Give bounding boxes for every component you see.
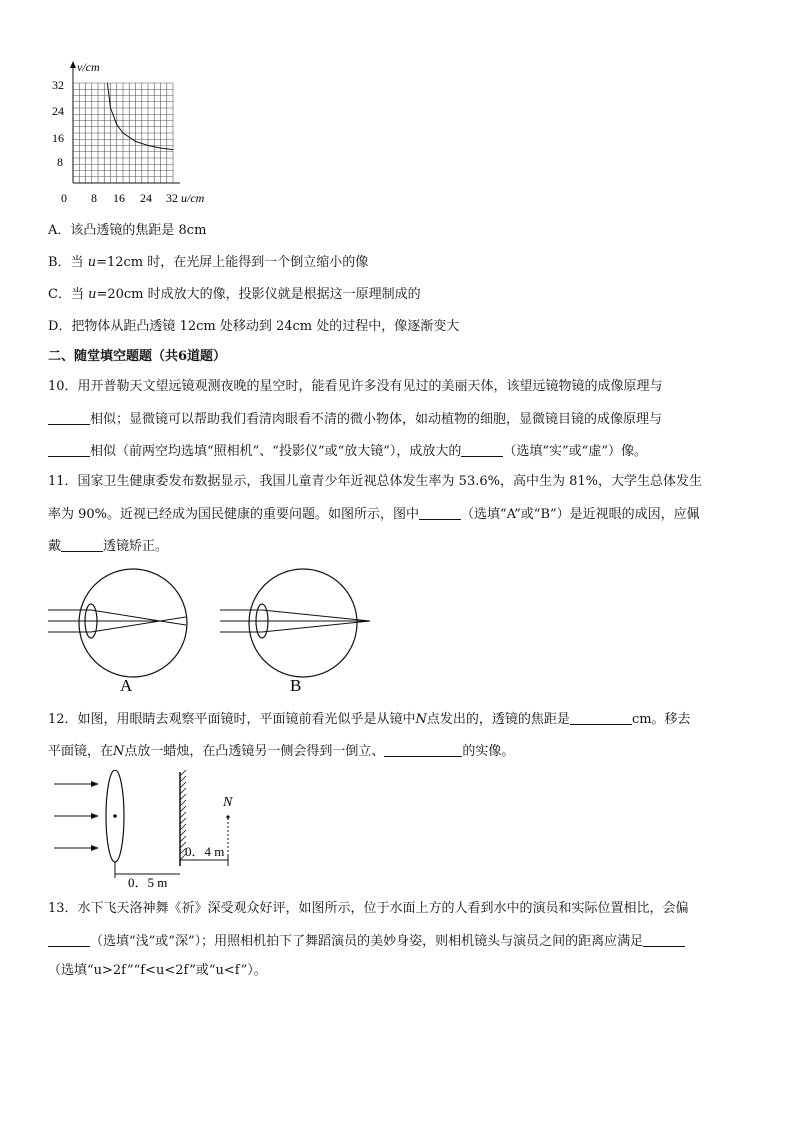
- q12-line1-text-a: 12．如图，用眼睛去观察平面镜时，平面镜前看光似乎是从镜中: [48, 712, 416, 727]
- q12-var-n-2: N: [113, 744, 125, 759]
- q12-line2-text-b: 点放一蜡烛，在凸透镜另一侧会得到一倒立、: [124, 744, 385, 759]
- q10-line1: 10．用开普勒天文望远镜观测夜晚的星空时，能看见许多没有见过的美丽天体，该望远镜物镜的成像原理与: [48, 379, 663, 394]
- mirror-hatch-mark: [180, 788, 186, 794]
- x-axis-label: u/cm: [181, 191, 205, 205]
- x-tick-0: 0: [61, 191, 67, 205]
- option-c-text: C．当: [48, 287, 89, 302]
- q11-line3: [48, 537, 168, 556]
- q11-line2-text-a: 率为 90%。近视已经成为国民健康的重要问题。如图所示，图中: [48, 507, 420, 522]
- q12-line1-text-b: 点发出的，透镜的焦距是: [426, 712, 570, 727]
- option-b-var: u: [87, 255, 97, 270]
- q11-line3-text-a: 戴: [48, 539, 62, 554]
- q13-blank-1[interactable]: [48, 932, 90, 947]
- y-tick-24: 24: [52, 104, 64, 118]
- q12-var-n: N: [415, 712, 427, 727]
- eye-a: [48, 569, 187, 695]
- q10-blank-1[interactable]: [48, 410, 90, 425]
- eye-b-eyeball: [249, 569, 357, 677]
- q13-line2: [48, 932, 685, 951]
- eye-a-converge-bot: [91, 621, 160, 632]
- q12-blank-1[interactable]: [570, 710, 632, 725]
- dimension-label-1: 0．5 m: [128, 875, 168, 890]
- eye-b: [220, 569, 370, 695]
- y-tick-8: 8: [57, 155, 63, 169]
- option-d-value: 12cm 处移动到 24cm 处的过程中，像逐渐变大: [179, 319, 460, 334]
- q12-line1-text-c: cm。移去: [631, 712, 691, 727]
- q10-blank-3[interactable]: [461, 442, 503, 457]
- option-c: [48, 286, 421, 304]
- q10-line2: [48, 410, 662, 429]
- mirror-hatch-mark: [180, 806, 186, 812]
- option-a: [48, 222, 206, 240]
- option-c-value: =20cm 时成放大的像，投影仪就是根据这一原理制成的: [96, 287, 421, 302]
- mirror-hatch-mark: [180, 794, 186, 800]
- option-b-text: B．当: [48, 255, 88, 270]
- eye-a-diverge-bot: [160, 617, 186, 621]
- mirror-hatch-mark: [180, 800, 186, 806]
- mirror-hatch-mark: [180, 770, 186, 776]
- q11-line3-text-b: 透镜矫正。: [103, 539, 169, 554]
- mirror-hatch-mark: [180, 830, 186, 836]
- section-title: 二、随堂填空题题（共6道题）: [48, 349, 227, 364]
- q11-line1: 11．国家卫生健康委发布数据显示，我国儿童青少年近视总体发生率为 53.6%，高中生为 81%，大学生总体发生: [48, 474, 702, 489]
- q10-line3-text-b: （选填“实”或“虚”）像。: [503, 444, 647, 459]
- eye-a-converge-top: [91, 610, 160, 621]
- eye-b-converge-bot: [262, 621, 370, 632]
- mirror-hatch-mark: [180, 818, 186, 824]
- mirror-hatch-mark: [180, 824, 186, 830]
- q12-line1: [48, 710, 691, 729]
- q12-line2-text-a: 平面镜，在: [48, 744, 114, 759]
- eye-a-label: A: [120, 676, 133, 695]
- q12-blank-2[interactable]: [384, 742, 462, 757]
- q13-line3: （选填“u>2f”“f<u<2f”或“u<f”）。: [48, 963, 267, 978]
- eye-b-converge-top: [262, 610, 370, 621]
- q13-line1: 13．水下飞天洛神舞《祈》深受观众好评，如图所示，位于水面上方的人看到水中的演员和实际位置相比，会偏: [48, 901, 689, 916]
- option-b-value: =12cm 时，在光屏上能得到一个倒立缩小的像: [96, 255, 369, 270]
- q11-line2: [48, 505, 700, 524]
- q13-line2-text: （选填“浅”或“深”）；用照相机拍下了舞蹈演员的美妙身姿，则相机镜头与演员之间的距离应满足: [90, 934, 644, 949]
- q11-blank-2[interactable]: [61, 537, 103, 552]
- point-n-label: N: [223, 795, 233, 810]
- q11-blank-1[interactable]: [419, 505, 461, 520]
- option-a-value: 8cm: [178, 223, 207, 238]
- dimension-label-2: 0．4 m: [185, 844, 225, 859]
- q11-line2-text-b: （选填“A”或“B”）是近视眼的成因，应佩: [461, 507, 700, 522]
- point-n: [226, 815, 229, 818]
- y-axis-label: v/cm: [77, 60, 100, 74]
- q12-line2-text-c: 的实像。: [462, 744, 515, 759]
- q10-blank-2[interactable]: [48, 442, 90, 457]
- mirror-hatch-mark: [180, 782, 186, 788]
- y-tick-32: 32: [52, 78, 64, 92]
- mirror-hatch-mark: [180, 776, 186, 782]
- x-tick-24: 24: [140, 191, 152, 205]
- option-c-var: u: [88, 287, 97, 302]
- y-tick-16: 16: [52, 131, 64, 145]
- q12-line2: [48, 742, 514, 761]
- mirror-hatch-mark: [180, 836, 186, 842]
- lens-distance-graph: [40, 55, 230, 210]
- eye-diagram: [40, 565, 380, 700]
- lens-center-dot: [113, 814, 117, 818]
- option-d-text: D．把物体从距凸透镜: [48, 319, 180, 334]
- lens-mirror-diagram: [50, 770, 250, 890]
- option-a-text: A．该凸透镜的焦距是: [48, 223, 179, 238]
- image-distance-curve: [107, 83, 173, 150]
- option-d: [48, 318, 459, 336]
- mirror-hatch-mark: [180, 812, 186, 818]
- x-tick-8: 8: [91, 191, 97, 205]
- eye-b-label: B: [290, 676, 302, 695]
- q13-blank-2[interactable]: [643, 932, 685, 947]
- eye-a-diverge-top: [160, 621, 186, 625]
- q10-line3: [48, 442, 647, 461]
- option-b: [48, 254, 368, 272]
- q10-line3-text-a: 相似（前两空均选填“照相机”、“投影仪”或“放大镜”），成放大的: [90, 444, 462, 459]
- x-tick-16: 16: [113, 191, 125, 205]
- q10-line2-text: 相似；显微镜可以帮助我们看清肉眼看不清的微小物体，如动植物的细胞，显微镜目镜的成像原理与: [90, 412, 663, 427]
- x-tick-32: 32: [166, 191, 178, 205]
- y-axis-arrow: [70, 61, 76, 68]
